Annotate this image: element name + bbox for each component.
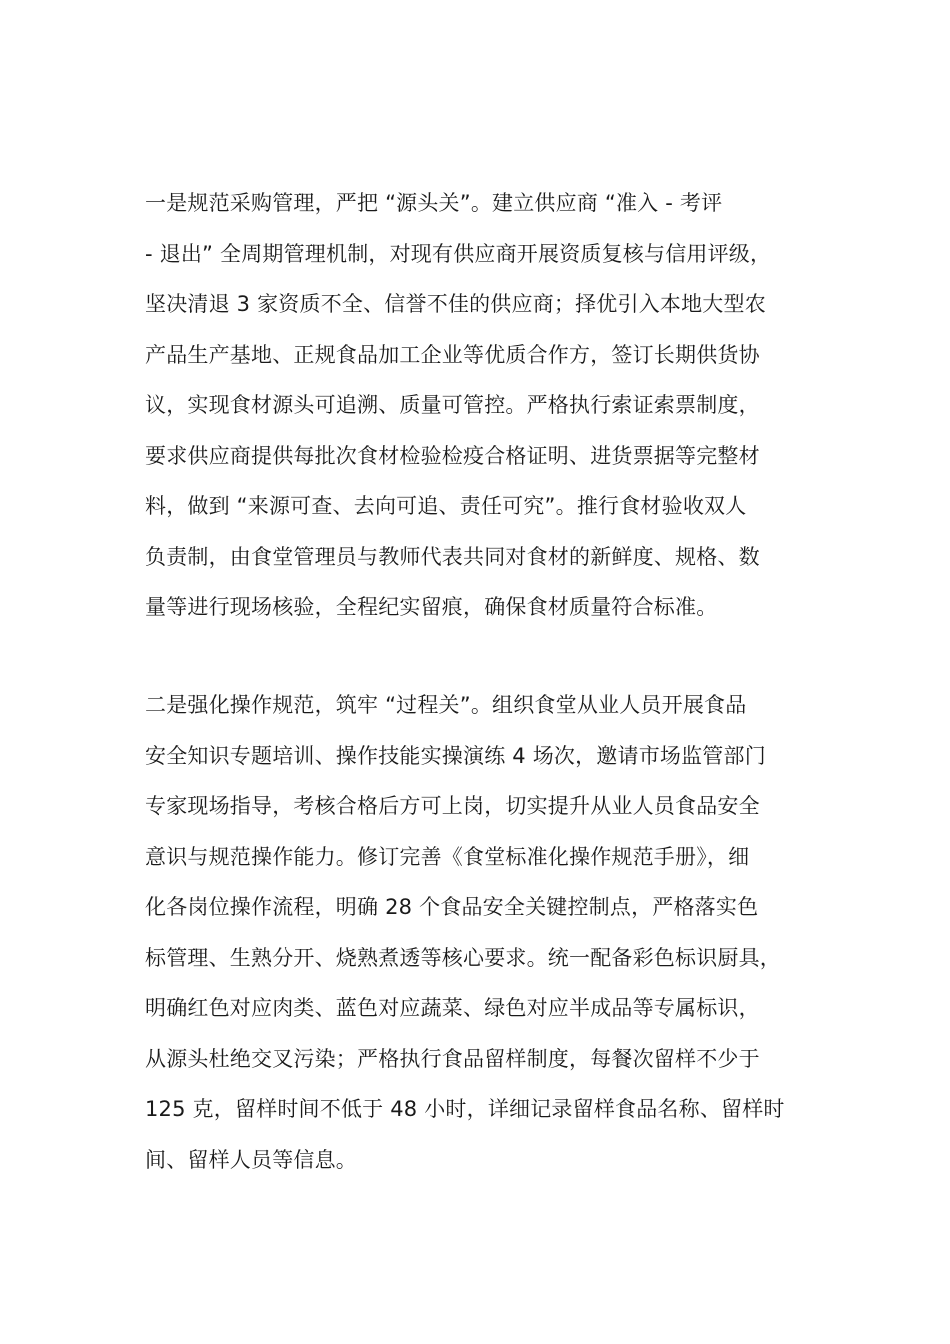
paragraph-line: 坚决清退 3 家资质不全、信誉不佳的供应商；择优引入本地大型农 <box>145 292 766 316</box>
paragraph-line: 料，做到 “来源可查、去向可追、责任可究”。推行食材验收双人 <box>145 494 747 518</box>
paragraph-line: - 退出” 全周期管理机制，对现有供应商开展资质复核与信用评级， <box>145 241 772 266</box>
paragraph-line: 125 克，留样时间不低于 48 小时，详细记录留样食品名称、留样时 <box>145 1097 785 1121</box>
paragraph-process-control <box>145 680 825 1185</box>
paragraph-line: 化各岗位操作流程，明确 28 个食品安全关键控制点，严格落实色 <box>145 895 759 919</box>
paragraph-line: 一是规范采购管理，严把 “源头关”。建立供应商 “准入 - 考评 <box>145 191 723 215</box>
paragraph-line: 量等进行现场核验，全程纪实留痕，确保食材质量符合标准。 <box>145 595 718 619</box>
paragraph-line: 明确红色对应肉类、蓝色对应蔬菜、绿色对应半成品等专属标识， <box>145 996 760 1020</box>
paragraph-line: 意识与规范操作能力。修订完善《食堂标准化操作规范手册》，细 <box>145 844 750 869</box>
paragraph-line: 间、留样人员等信息。 <box>145 1147 357 1172</box>
paragraph-line: 要求供应商提供每批次食材检验检疫合格证明、进货票据等完整材 <box>145 443 760 468</box>
paragraph-line: 负责制，由食堂管理员与教师代表共同对食材的新鲜度、规格、数 <box>145 544 760 569</box>
paragraph-line: 议，实现食材源头可追溯、质量可管控。严格执行索证索票制度， <box>145 393 760 417</box>
paragraph-line: 安全知识专题培训、操作技能实操演练 4 场次，邀请市场监管部门 <box>145 743 766 768</box>
paragraph-line: 从源头杜绝交叉污染；严格执行食品留样制度，每餐次留样不少于 <box>145 1046 760 1071</box>
paragraph-line: 产品生产基地、正规食品加工企业等优质合作方，签订长期供货协 <box>145 342 760 367</box>
paragraph-line: 专家现场指导，考核合格后方可上岗，切实提升从业人员食品安全 <box>145 794 760 818</box>
paragraph-source-control <box>145 178 825 633</box>
paragraph-line: 标管理、生熟分开、烧熟煮透等核心要求。统一配备彩色标识厨具， <box>145 945 781 970</box>
paragraph-line: 二是强化操作规范，筑牢 “过程关”。组织食堂从业人员开展食品 <box>145 693 747 717</box>
